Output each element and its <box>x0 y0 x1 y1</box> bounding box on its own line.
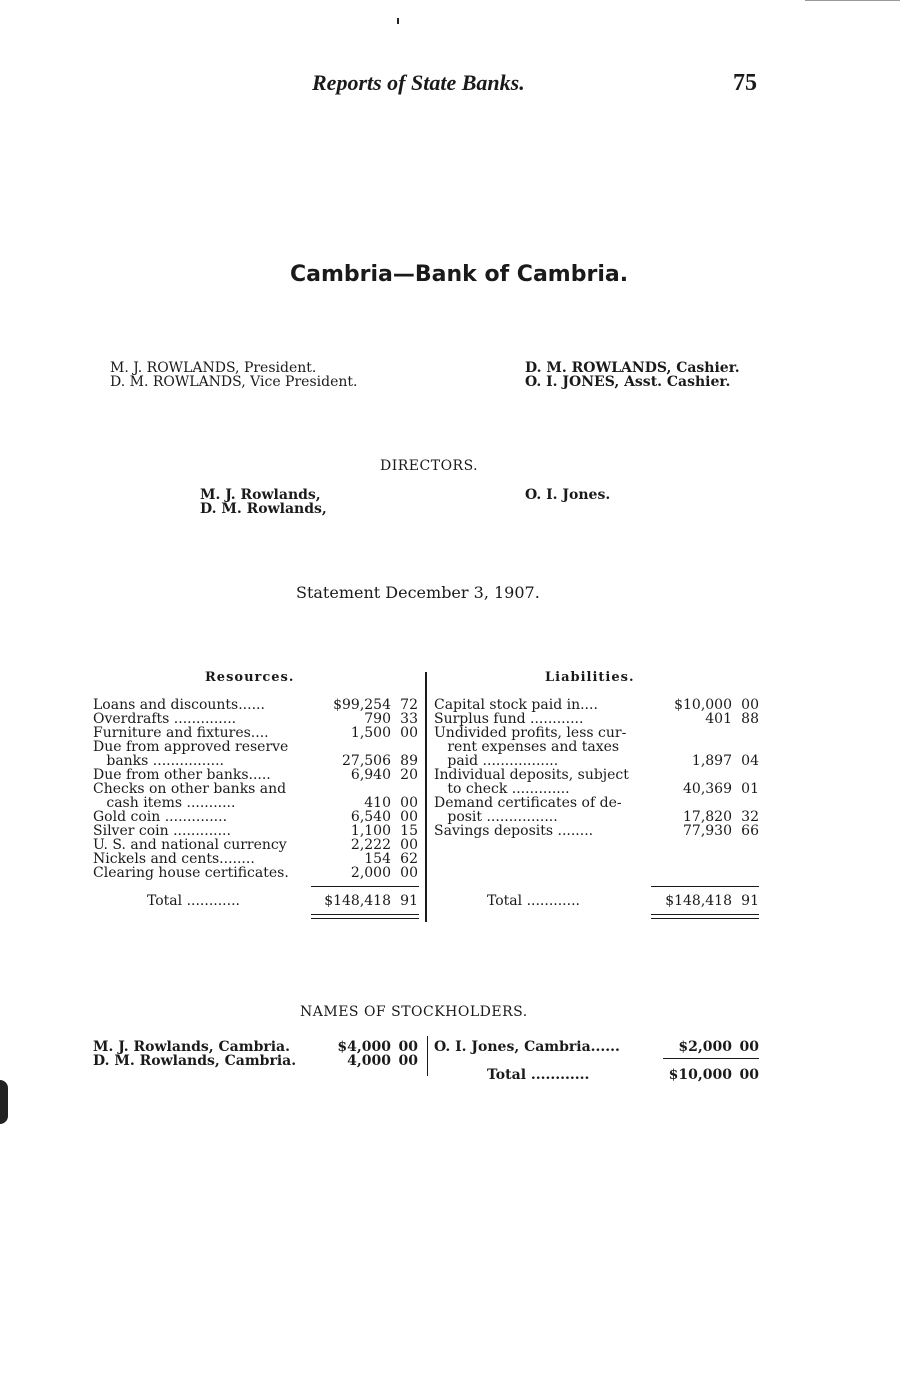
stockholder-dollars: $2,000 <box>678 1039 732 1055</box>
row-dollars: 410 <box>364 795 391 811</box>
row-cents: 72 <box>400 697 418 713</box>
row-cents: 00 <box>400 725 418 741</box>
row-label: U. S. and national currency <box>93 837 287 853</box>
stockholders-heading: NAMES OF STOCKHOLDERS. <box>300 1004 528 1020</box>
liabilities-total-rule <box>651 886 759 887</box>
total-cents: 91 <box>741 893 759 909</box>
row-label: Due from other banks..... <box>93 767 271 783</box>
stockholders-total-row <box>487 1068 762 1082</box>
row-label: Demand certificates of de- <box>434 795 622 811</box>
table-row <box>93 768 421 782</box>
row-label: rent expenses and taxes <box>434 739 620 755</box>
table-row <box>434 810 762 824</box>
total-label: Total ............ <box>487 1067 590 1083</box>
total-dollars: $148,418 <box>324 893 391 909</box>
liabilities-heading: Liabilities. <box>545 670 635 685</box>
row-dollars: 2,000 <box>350 865 391 881</box>
row-label: cash items ........... <box>93 795 236 811</box>
row-dollars: 17,820 <box>683 809 732 825</box>
table-row <box>434 754 762 768</box>
scan-edge-line <box>805 0 900 1</box>
row-dollars: 401 <box>705 711 732 727</box>
column-divider <box>425 672 427 922</box>
row-dollars: 6,540 <box>350 809 391 825</box>
row-label: to check ............. <box>434 781 570 797</box>
stockholder-cents: 00 <box>739 1039 759 1055</box>
table-row <box>93 852 421 866</box>
total-label: Total ............ <box>147 893 240 909</box>
total-dollars: $148,418 <box>665 893 732 909</box>
row-label: posit ................ <box>434 809 558 825</box>
scan-edge-mark <box>0 1080 8 1124</box>
row-cents: 62 <box>400 851 418 867</box>
stockholder-name: M. J. Rowlands, Cambria. <box>93 1039 290 1055</box>
table-row <box>434 712 762 726</box>
row-cents: 66 <box>741 823 759 839</box>
row-label: Nickels and cents........ <box>93 851 255 867</box>
row-cents: 00 <box>400 865 418 881</box>
total-label: Total ............ <box>487 893 580 909</box>
row-dollars: 154 <box>364 851 391 867</box>
row-dollars: 77,930 <box>683 823 732 839</box>
row-label: Gold coin .............. <box>93 809 228 825</box>
row-cents: 01 <box>741 781 759 797</box>
table-row <box>434 824 762 838</box>
table-row <box>93 726 421 740</box>
table-row <box>93 824 421 838</box>
page-number: 75 <box>733 70 757 96</box>
resources-double-rule <box>311 918 419 919</box>
table-row <box>93 866 421 880</box>
row-cents: 00 <box>741 697 759 713</box>
row-label: Loans and discounts...... <box>93 697 265 713</box>
total-cents: 91 <box>400 893 418 909</box>
row-cents: 00 <box>400 809 418 825</box>
row-dollars: 1,897 <box>691 753 732 769</box>
row-label: Furniture and fixtures.... <box>93 725 269 741</box>
row-dollars: 1,500 <box>350 725 391 741</box>
table-row <box>93 754 421 768</box>
stockholder-dollars: $4,000 <box>337 1039 391 1055</box>
statement-title: Statement December 3, 1907. <box>296 583 540 602</box>
row-dollars: 6,940 <box>350 767 391 783</box>
liabilities-double-rule <box>651 918 759 919</box>
director-item: D. M. Rowlands, <box>200 501 327 517</box>
row-dollars: $10,000 <box>674 697 732 713</box>
row-label: Overdrafts .............. <box>93 711 237 727</box>
row-cents: 89 <box>400 753 418 769</box>
officer-vice-president: D. M. ROWLANDS, Vice President. <box>110 374 358 390</box>
officer-asst-cashier: O. I. JONES, Asst. Cashier. <box>525 374 731 390</box>
director-item: O. I. Jones. <box>525 487 611 503</box>
table-row <box>434 796 762 810</box>
row-dollars: 27,506 <box>342 753 391 769</box>
stockholder-row <box>93 1040 421 1054</box>
stockholder-dollars: 4,000 <box>347 1053 391 1069</box>
scan-speck <box>397 18 399 24</box>
running-header-title: Reports of State Banks. <box>312 70 525 95</box>
stockholder-name: D. M. Rowlands, Cambria. <box>93 1053 297 1069</box>
table-row <box>434 726 762 740</box>
stockholders-divider <box>427 1036 428 1076</box>
resources-double-rule <box>311 914 419 915</box>
row-cents: 20 <box>400 767 418 783</box>
row-label: Savings deposits ........ <box>434 823 594 839</box>
bank-title: Cambria—Bank of Cambria. <box>290 262 629 287</box>
row-dollars: $99,254 <box>333 697 391 713</box>
stockholder-row <box>93 1054 421 1068</box>
row-cents: 88 <box>741 711 759 727</box>
row-cents: 33 <box>400 711 418 727</box>
table-row <box>434 782 762 796</box>
row-dollars: 40,369 <box>683 781 732 797</box>
table-row <box>93 782 421 796</box>
total-dollars: $10,000 <box>668 1067 732 1083</box>
table-row <box>93 796 421 810</box>
table-row <box>93 698 421 712</box>
row-cents: 00 <box>400 795 418 811</box>
officer-cashier: D. M. ROWLANDS, Cashier. <box>525 360 740 376</box>
stockholder-cents: 00 <box>398 1053 418 1069</box>
director-item: M. J. Rowlands, <box>200 487 321 503</box>
resources-heading: Resources. <box>205 670 295 685</box>
stockholder-name: O. I. Jones, Cambria...... <box>434 1039 620 1055</box>
officer-president: M. J. ROWLANDS, President. <box>110 360 317 376</box>
row-dollars: 2,222 <box>350 837 391 853</box>
row-cents: 15 <box>400 823 418 839</box>
row-label: Silver coin ............. <box>93 823 231 839</box>
stockholder-cents: 00 <box>398 1039 418 1055</box>
row-cents: 04 <box>741 753 759 769</box>
row-dollars: 790 <box>364 711 391 727</box>
liabilities-double-rule <box>651 914 759 915</box>
row-label: Clearing house certificates. <box>93 865 289 881</box>
table-row <box>434 768 762 782</box>
table-row <box>434 740 762 754</box>
row-label: banks ................ <box>93 753 224 769</box>
row-label: Individual deposits, subject <box>434 767 629 783</box>
row-label: paid ................. <box>434 753 559 769</box>
row-label: Undivided profits, less cur- <box>434 725 627 741</box>
row-label: Surplus fund ............ <box>434 711 584 727</box>
table-row <box>93 740 421 754</box>
row-label: Due from approved reserve <box>93 739 289 755</box>
row-cents: 32 <box>741 809 759 825</box>
row-label: Checks on other banks and <box>93 781 287 797</box>
table-row <box>93 810 421 824</box>
row-cents: 00 <box>400 837 418 853</box>
total-cents: 00 <box>739 1067 759 1083</box>
stockholders-total-rule <box>663 1058 759 1059</box>
resources-total-rule <box>311 886 419 887</box>
table-row <box>93 838 421 852</box>
row-dollars: 1,100 <box>350 823 391 839</box>
liabilities-total-row <box>487 894 762 908</box>
table-row <box>93 712 421 726</box>
table-row <box>434 698 762 712</box>
directors-heading: DIRECTORS. <box>380 458 479 474</box>
resources-total-row <box>147 894 421 908</box>
row-label: Capital stock paid in.... <box>434 697 598 713</box>
stockholder-row <box>434 1040 762 1054</box>
